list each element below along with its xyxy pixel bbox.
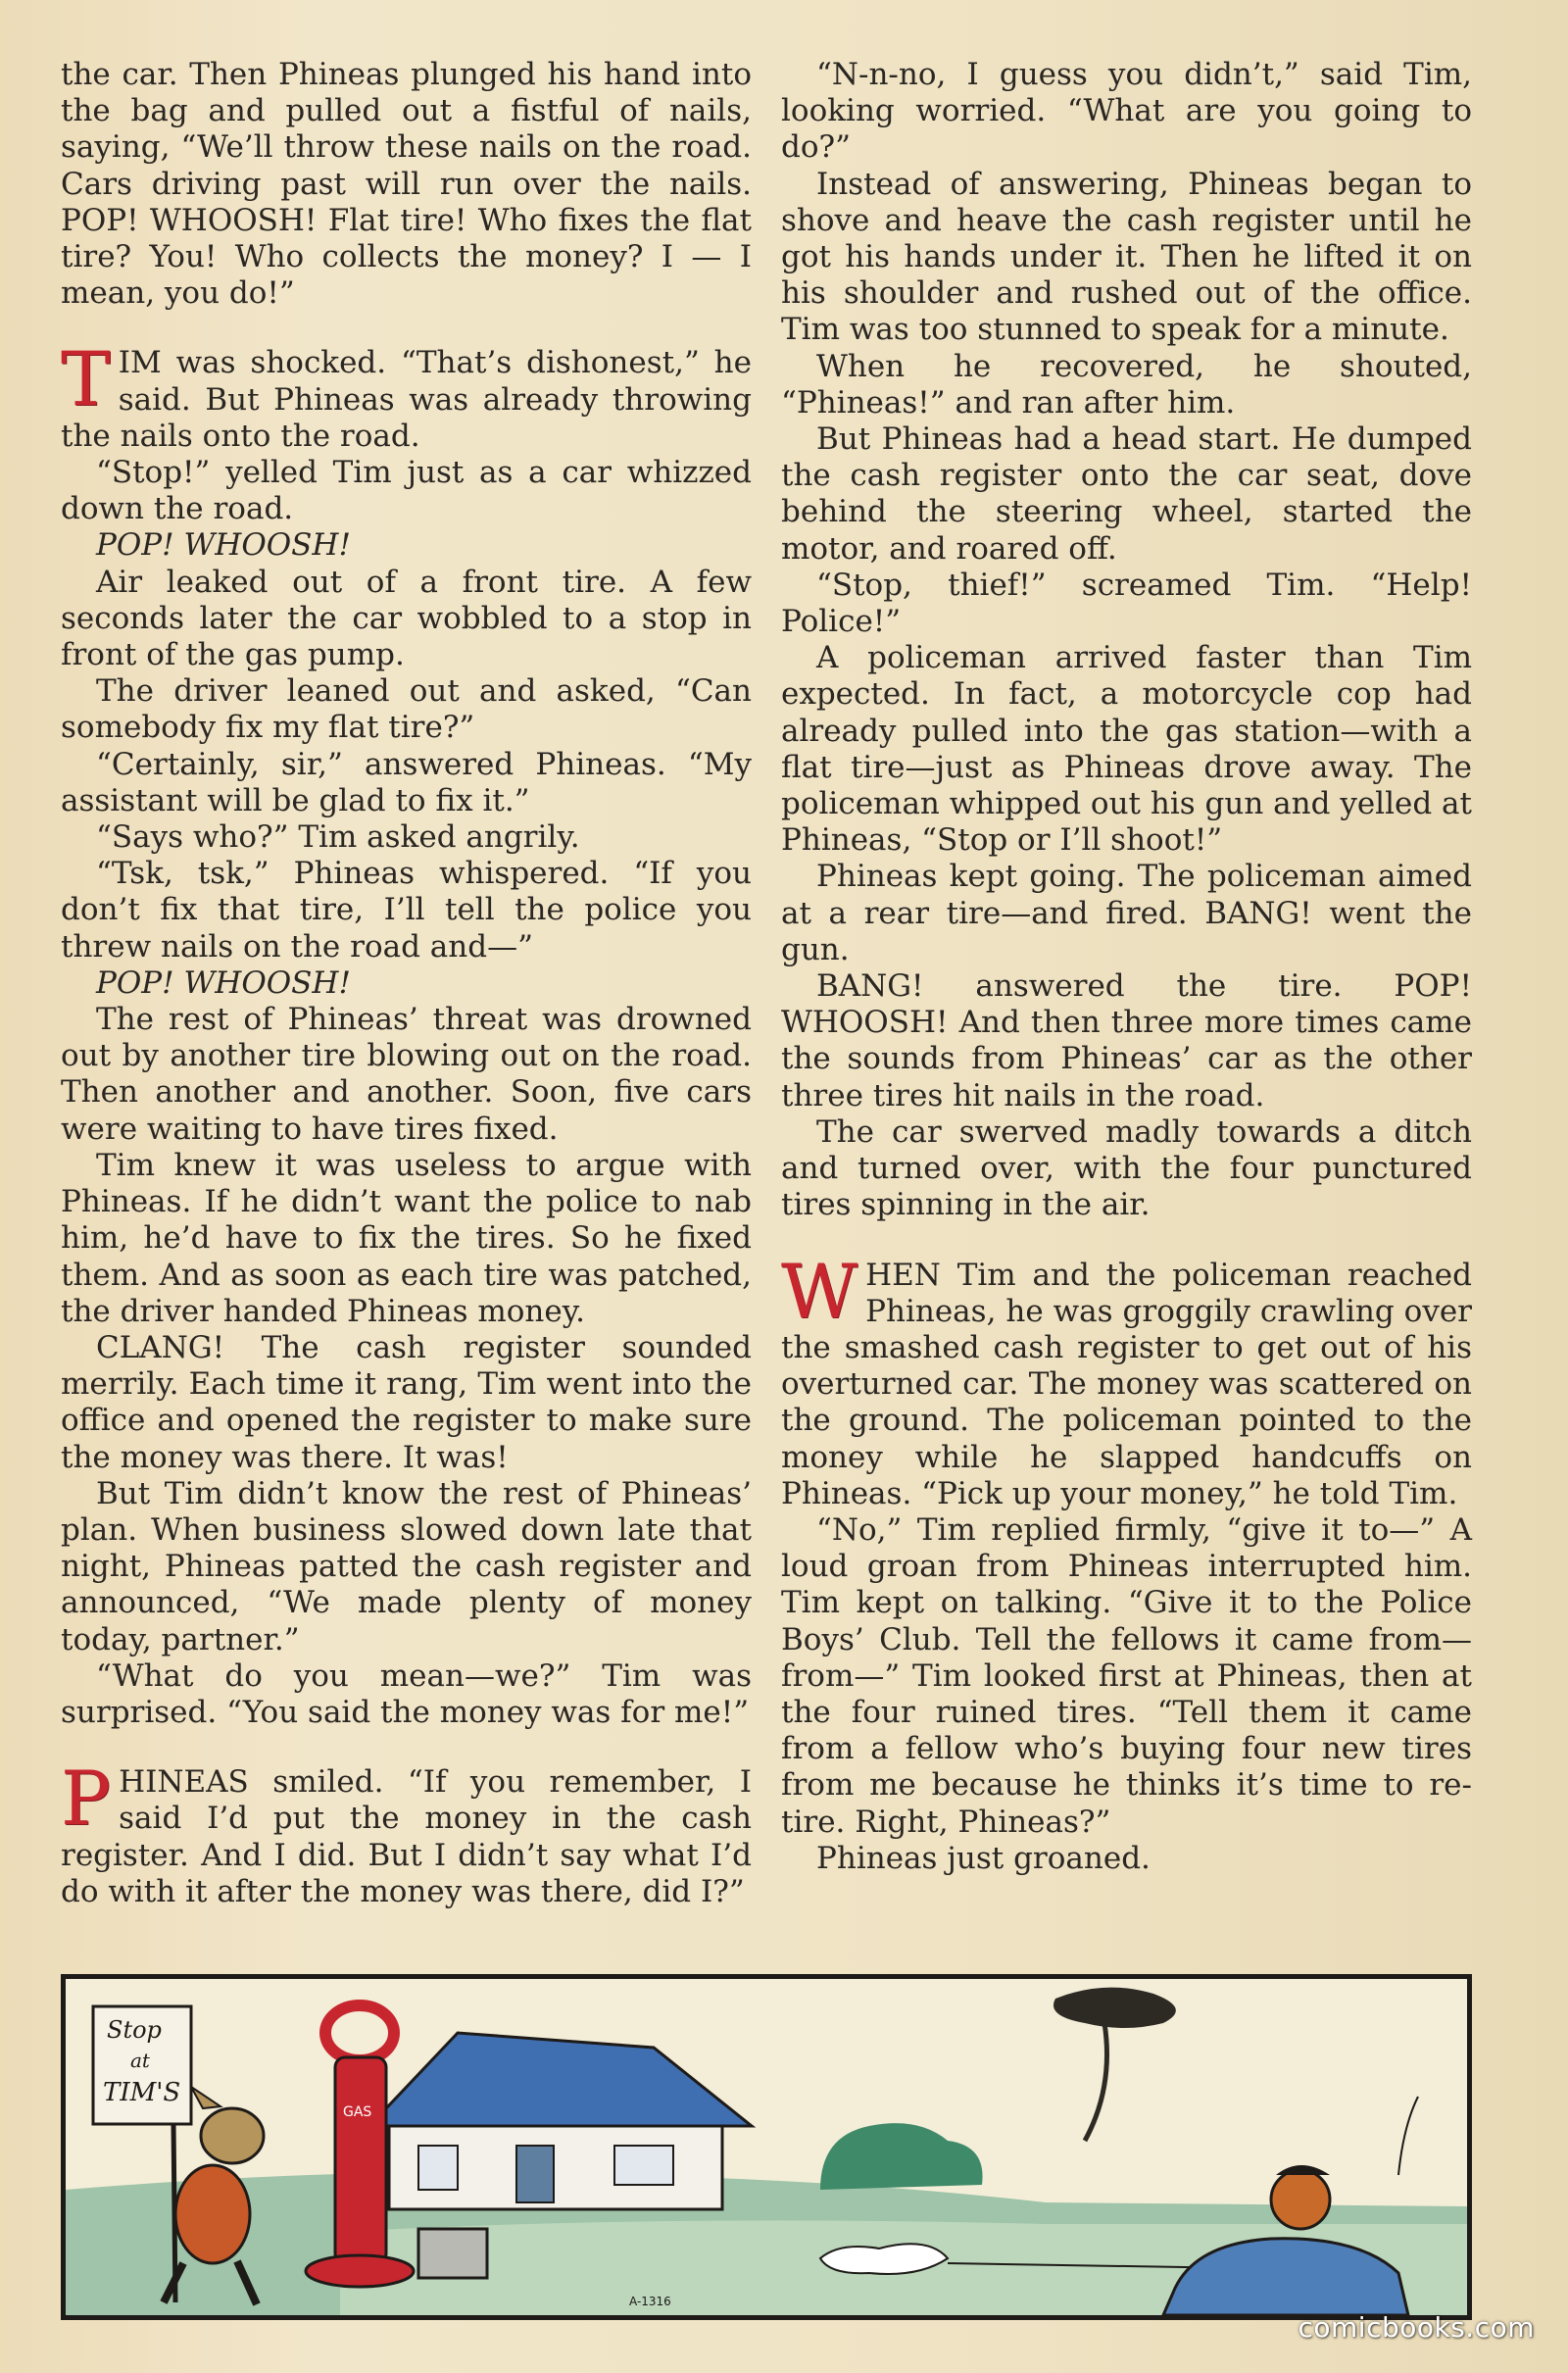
- gas-pump-label: GAS: [343, 2104, 372, 2120]
- paragraph-r7: Phineas kept going. The policeman aimed at a rear tire—and fired. BANG! went the gun.: [781, 859, 1472, 967]
- paragraph-r6: A policeman arrived faster than Tim expected. In fact, a motorcycle cop had already pulled into the gas station—with a flat tire—just as Phineas drove away. The policeman whipped out his gun and yelled at Phineas, “Stop or I’ll shoot!”: [781, 640, 1472, 859]
- paragraph-r3: When he recovered, he shouted, “Phineas!” and ran after him.: [781, 348, 1472, 420]
- drop-cap-t: T: [61, 335, 111, 423]
- paragraph-l8: “Says who?” Tim asked angrily.: [96, 819, 580, 856]
- paragraph-r8: BANG! answered the tire. POP! WHOOSH! And then three more times came the sounds from Phineas’ car as the other three tires hit nails in the road.: [781, 968, 1472, 1113]
- paragraph-r1: “N-n-no, I guess you didn’t,” said Tim, looking worried. “What are you going to do?”: [781, 57, 1472, 166]
- paragraph-l13: CLANG! The cash register sounded merrily. Each time it rang, Tim went into the office and opened the register to make sure the money was there. It was!: [61, 1329, 752, 1475]
- house-window-2: [614, 2146, 673, 2185]
- comic-panel-illustration: [61, 1974, 1472, 2320]
- sound-effect-l10: POP! WHOOSH!: [96, 964, 351, 1001]
- paragraph-l16: [61, 1755, 752, 1910]
- paragraph-r5: “Stop, thief!” screamed Tim. “Help! Police!”: [781, 567, 1472, 640]
- sign-text-line1: Stop: [107, 2016, 162, 2044]
- paragraph-r9: The car swerved madly towards a ditch and turned over, with the four punctured tires spinning in the air.: [781, 1113, 1472, 1223]
- cash-register-box: [418, 2229, 487, 2278]
- paragraph-l2-text: IM was shocked. “That’s dishonest,” he said. But Phineas was already throwing the nails onto the road.: [61, 345, 752, 454]
- paragraph-l16-text: HINEAS smiled. “If you remember, I said I’d put the money in the cash register. And I did. But I didn’t say what I’d do with it after the money was there, did I?”: [61, 1764, 752, 1909]
- paragraph-r10-text: HEN Tim and the policeman reached Phineas, he was groggily crawling over the smashed cash register to get out of his overturned car. The money was scattered on the ground. The policeman pointed to the money while he slapped handcuffs on Phineas. “Pick up your money,” he told Tim.: [781, 1257, 1472, 1511]
- paragraph-l12: Tim knew it was useless to argue with Phineas. If he didn’t want the police to nab him, he’d have to fix the tires. So he fixed them. And as soon as each tire was patched, the driver handed Phineas money.: [61, 1147, 752, 1329]
- paragraph-l11: The rest of Phineas’ threat was drowned out by another tire blowing out on the road. Then another and another. Soon, five cars were waiting to have tires fixed.: [61, 1002, 752, 1147]
- gas-pump-body: [335, 2057, 386, 2263]
- sign-text-line3: TIM'S: [103, 2078, 181, 2107]
- paragraph-l9: “Tsk, tsk,” Phineas whispered. “If you don’t fix that tire, I’ll tell the police you threw nails on the road and—”: [61, 856, 752, 964]
- drop-cap-p: P: [61, 1755, 112, 1843]
- panel-artwork: [66, 1979, 1467, 2315]
- paragraph-l14: But Tim didn’t know the rest of Phineas’ plan. When business slowed down late that night, Phineas patted the cash register and announced, “We made plenty of money today, partner.”: [61, 1475, 752, 1657]
- sound-effect-l4: POP! WHOOSH!: [96, 527, 351, 564]
- paragraph-r2: Instead of answering, Phineas began to shove and heave the cash register until he got his hands under it. Then he lifted it on his shoulder and rushed out of the office. Tim was too stunned to speak for a minute.: [781, 166, 1472, 348]
- paragraph-r11: “No,” Tim replied firmly, “give it to—” A loud groan from Phineas interrupted him. Tim kept on talking. “Give it to the Police Boys’ Club. Tell the fellows it came from—from—” Tim looked first at Phineas, then at the four ruined tires. “Tell them it came from a fellow who’s buying four new tires from me because he thinks it’s time to re-tire. Right, Phineas?”: [781, 1511, 1472, 1840]
- phineas-head: [1271, 2170, 1330, 2229]
- paragraph-r10: [781, 1247, 1472, 1512]
- paragraph-r12: Phineas just groaned.: [816, 1840, 1151, 1876]
- tim-head: [201, 2108, 264, 2163]
- left-text-column: [61, 57, 752, 1910]
- tim-body: [175, 2165, 250, 2263]
- drop-cap-w: W: [781, 1247, 858, 1335]
- paragraph-l3: “Stop!” yelled Tim just as a car whizzed down the road.: [61, 455, 752, 527]
- paragraph-r4: But Phineas had a head start. He dumped the cash register onto the car seat, dove behind the steering wheel, started the motor, and roared off.: [781, 421, 1472, 567]
- site-watermark: comicbooks.com: [1298, 2311, 1535, 2344]
- house-door: [516, 2146, 554, 2202]
- paragraph-l2: [61, 335, 752, 455]
- paragraph-l7: “Certainly, sir,” answered Phineas. “My assistant will be glad to fix it.”: [61, 746, 752, 818]
- paragraph-l5: Air leaked out of a front tire. A few seconds later the car wobbled to a stop in front of the gas pump.: [61, 564, 752, 673]
- paragraph-l15: “What do you mean—we?” Tim was surprised. “You said the money was for me!”: [61, 1657, 752, 1730]
- house-window: [418, 2146, 458, 2190]
- right-text-column: [781, 57, 1472, 1877]
- gas-pump-base: [306, 2255, 414, 2287]
- sign-text-line2: at: [130, 2049, 150, 2072]
- art-code: A-1316: [629, 2295, 671, 2308]
- paragraph-l1: the car. Then Phineas plunged his hand into the bag and pulled out a fistful of nails, saying, “We’ll throw these nails on the road. Cars driving past will run over the nails. POP! WHOOSH! Flat tire! Who fixes the flat tire? You! Who collects the money? I — I mean, you do!”: [61, 57, 752, 312]
- paragraph-l6: The driver leaned out and asked, “Can somebody fix my flat tire?”: [61, 673, 752, 746]
